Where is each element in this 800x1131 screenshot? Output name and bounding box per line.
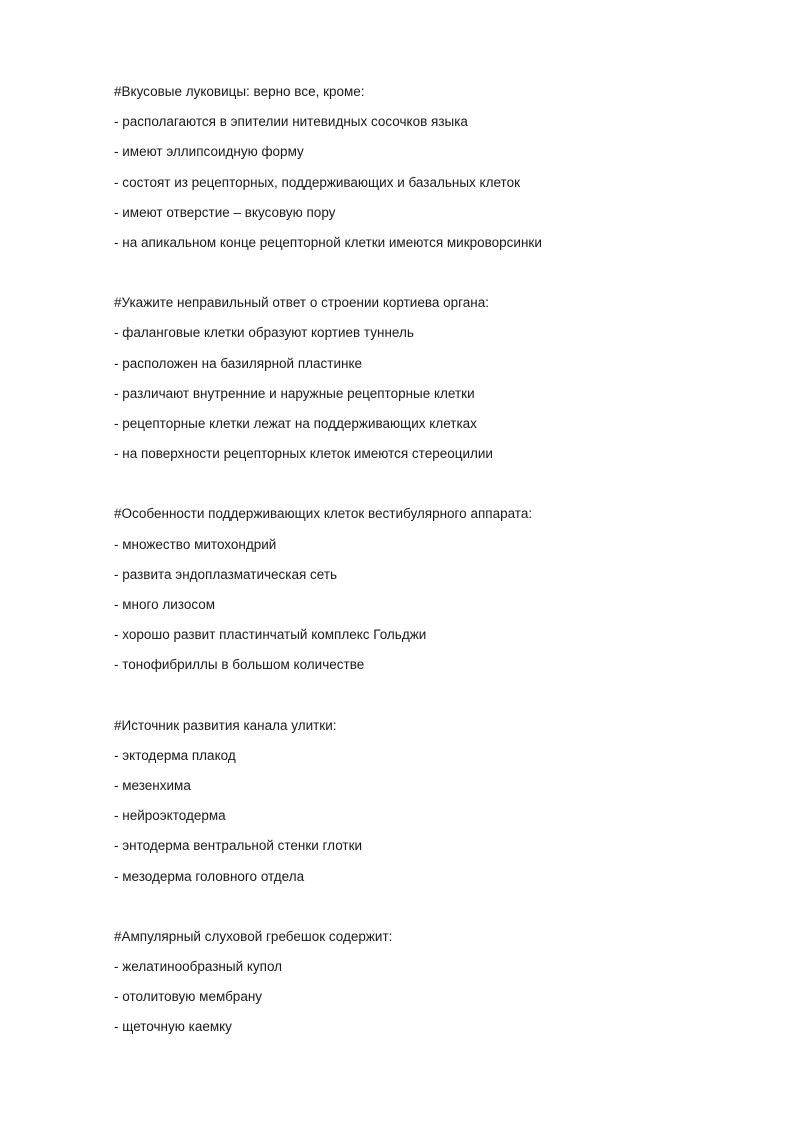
answer-option: - имеют эллипсоидную форму (114, 144, 304, 160)
answer-option: - хорошо развит пластинчатый комплекс Гольджи (114, 627, 427, 643)
answer-option: - на апикальном конце рецепторной клетки имеются микроворсинки (114, 235, 542, 251)
answer-option: - энтодерма вентральной стенки глотки (114, 838, 363, 854)
question-title: #Особенности поддерживающих клеток вестибулярного аппарата: (114, 506, 533, 522)
question-title: #Источник развития канала улитки: (114, 717, 337, 733)
answer-option: - мезодерма головного отдела (114, 868, 305, 884)
answer-option: - расположен на базилярной пластинке (114, 355, 363, 371)
question-block (114, 711, 754, 892)
answer-option: - рецепторные клетки лежат на поддерживающих клетках (114, 416, 477, 432)
answer-option: - щеточную каемку (114, 1019, 232, 1035)
answer-option: - отолитовую мембрану (114, 989, 263, 1005)
answer-option: - тонофибриллы в большом количестве (114, 657, 365, 673)
question-title: #Вкусовые луковицы: верно все, кроме: (114, 84, 365, 99)
question-block (114, 499, 754, 680)
answer-option: - мезенхима (114, 778, 191, 794)
question-title: #Укажите неправильный ответ о строении кортиева органа: (114, 295, 489, 311)
answer-option: - множество митохондрий (114, 536, 277, 552)
answer-option: - различают внутренние и наружные рецепторные клетки (114, 385, 475, 401)
answer-option: - располагаются в эпителии нитевидных сосочков языка (114, 114, 468, 130)
answer-option: - на поверхности рецепторных клеток имеются стереоцилии (114, 446, 493, 462)
answer-option: - эктодерма плакод (114, 747, 236, 763)
question-block (114, 922, 754, 1043)
question-block (114, 288, 754, 469)
answer-option: - фаланговые клетки образуют кортиев туннель (114, 325, 414, 341)
answer-option: - нейроэктодерма (114, 808, 226, 824)
answer-option: - имеют отверстие – вкусовую пору (114, 204, 336, 220)
document-page (114, 77, 754, 1043)
question-block (114, 77, 754, 258)
answer-option: - желатинообразный купол (114, 959, 283, 975)
answer-option: - развита эндоплазматическая сеть (114, 566, 338, 582)
answer-option: - много лизосом (114, 597, 216, 613)
answer-option: - состоят из рецепторных, поддерживающих и базальных клеток (114, 174, 520, 190)
question-title: #Ампулярный слуховой гребешок содержит: (114, 928, 393, 944)
